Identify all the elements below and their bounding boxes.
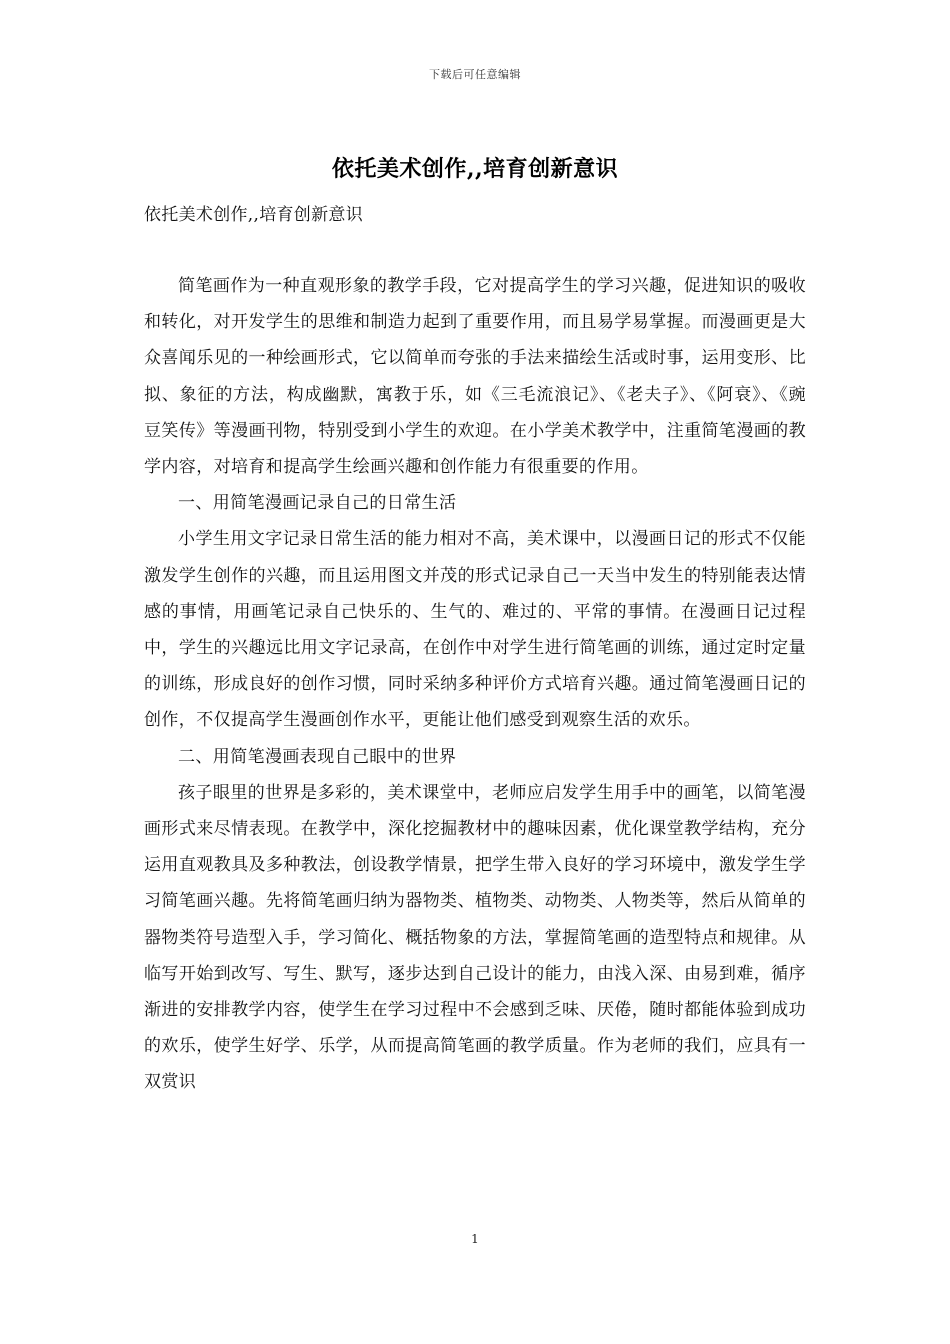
paragraph-section-1: 小学生用文字记录日常生活的能力相对不高，美术课中，以漫画日记的形式不仅能激发学生创作的兴趣，而且运用图文并茂的形式记录自己一天当中发生的特别能表达情感的事情，用画笔记录自己快乐的、生气的、难过的、平常的事情。在漫画日记过程中，学生的兴趣远比用文字记录高，在创作中对学生进行简笔画的训练，通过定时定量的训练，形成良好的创作习惯，同时采纳多种评价方式培育兴趣。通过简笔漫画日记的创作，不仅提高学生漫画创作水平，更能让他们感受到观察生活的欢乐。 xyxy=(144,529,806,731)
header-note: 下载后可任意编辑 xyxy=(429,68,521,81)
document-title: 依托美术创作,,培育创新意识 xyxy=(331,156,619,182)
paragraph-intro: 简笔画作为一种直观形象的教学手段，它对提高学生的学习兴趣，促进知识的吸收和转化，对开发学生的思维和制造力起到了重要作用，而且易学易掌握。而漫画更是大众喜闻乐见的一种绘画形式，它以简单而夸张的手法来描绘生活或时事，运用变形、比拟、象征的方法，构成幽默，寓教于乐，如《三毛流浪记》、《老夫子》、《阿衰》、《豌豆笑传》等漫画刊物，特别受到小学生的欢迎。在小学美术教学中，注重简笔漫画的教学内容，对培育和提高学生绘画兴趣和创作能力有很重要的作用。 xyxy=(144,276,806,478)
document-subtitle: 依托美术创作,,培育创新意识 xyxy=(144,205,364,225)
paragraph-section-2: 孩子眼里的世界是多彩的，美术课堂中，老师应启发学生用手中的画笔，以简笔漫画形式来尽情表现。在教学中，深化挖掘教材中的趣味因素，优化课堂教学结构，充分运用直观教具及多种教法，创设教学情景，把学生带入良好的学习环境中，激发学生学习简笔画兴趣。先将简笔画归纳为器物类、植物类、动物类、人物类等，然后从简单的器物类符号造型入手，学习简化、概括物象的方法，掌握简笔画的造型特点和规律。从临写开始到改写、写生、默写，逐步达到自己设计的能力，由浅入深、由易到难，循序渐进的安排教学内容，使学生在学习过程中不会感到乏味、厌倦，随时都能体验到成功的欢乐，使学生好学、乐学，从而提高简笔画的教学质量。作为老师的我们，应具有一双赏识 xyxy=(144,782,806,1093)
document-body xyxy=(144,268,806,1101)
section-heading-1: 一、用简笔漫画记录自己的日常生活 xyxy=(178,493,457,514)
section-heading-2: 二、用简笔漫画表现自己眼中的世界 xyxy=(178,746,457,767)
page-number: 1 xyxy=(471,1232,479,1246)
